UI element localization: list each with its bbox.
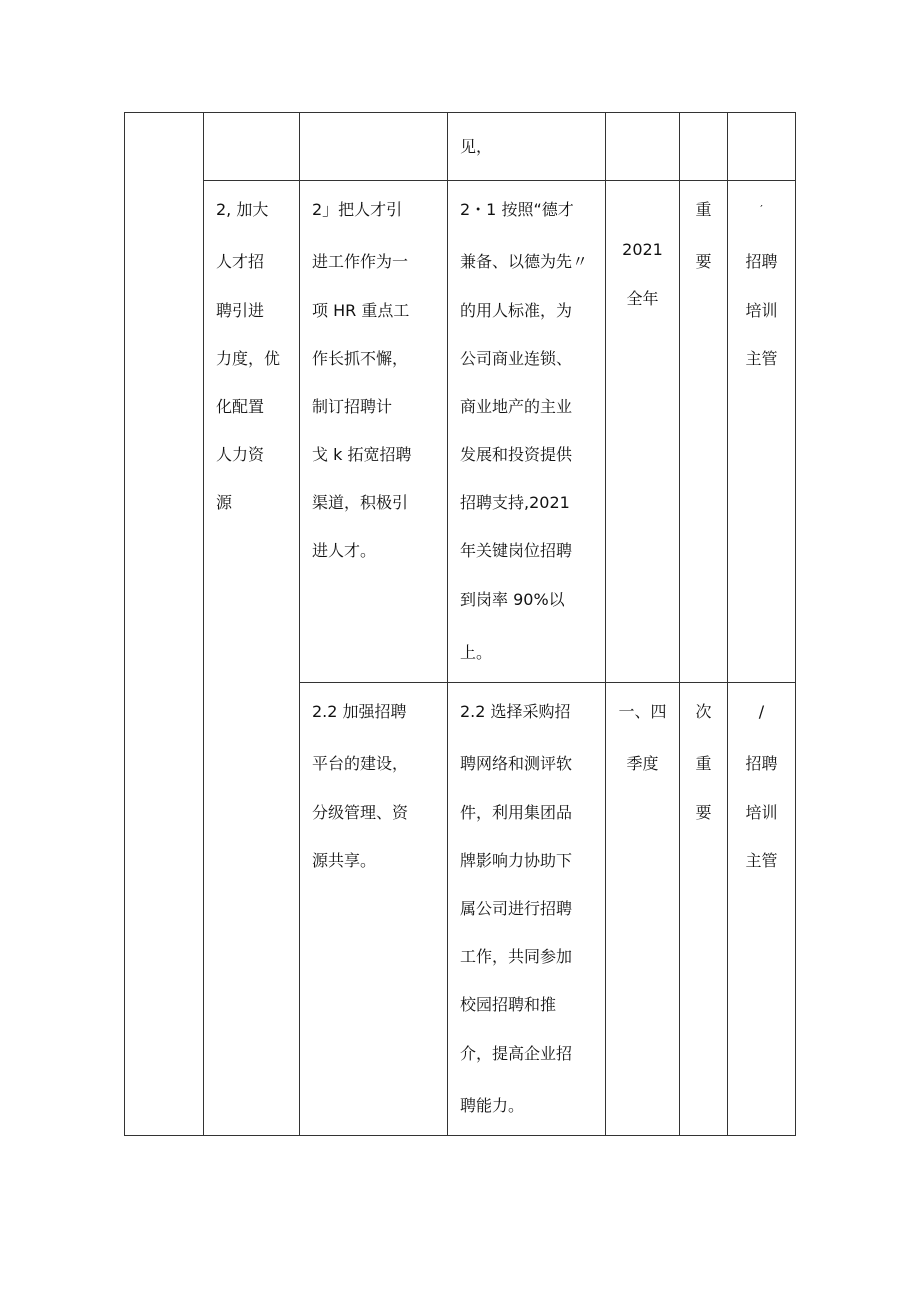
column-line <box>447 112 448 1136</box>
cell-line: 聘引进 <box>216 301 265 320</box>
cell-line: 源 <box>216 493 233 512</box>
cell-line: 要 <box>695 252 712 271</box>
cell-line: 戈 k 拓宽招聘 <box>312 445 412 464</box>
cell-line: 重 <box>695 754 712 773</box>
cell-line: 上。 <box>460 643 493 662</box>
cell-line: 制订招聘计 <box>312 397 393 416</box>
cell-line: 兼备、以德为先〃 <box>460 252 589 271</box>
cell-line: 2.2 选择采购招 <box>460 702 571 721</box>
cell-line: 到岗率 90%以 <box>460 590 565 609</box>
cell-line: 介，提高企业招 <box>460 1044 573 1063</box>
cell-line: 作长抓不懈， <box>312 349 409 368</box>
cell-line: 招聘 <box>745 252 778 271</box>
table-bottom-border <box>124 1135 796 1136</box>
cell-line: 聘能力。 <box>460 1096 525 1115</box>
cell-line: 件，利用集团品 <box>460 803 573 822</box>
owner-mark: / <box>758 702 765 721</box>
owner-mark: ′ <box>760 203 763 216</box>
cell-line: 力度，优 <box>216 349 281 368</box>
cell-line: 2」把人才引 <box>312 200 403 219</box>
cell-line: 主管 <box>745 349 778 368</box>
cell-line: 年关键岗位招聘 <box>460 541 573 560</box>
cell-line: 进人才。 <box>312 541 377 560</box>
cell-line: 次 <box>695 702 712 721</box>
cell-line: 工作，共同参加 <box>460 947 573 966</box>
cell-line: 属公司进行招聘 <box>460 899 573 918</box>
cell-line: 人力资 <box>216 445 265 464</box>
table-top-border <box>124 112 796 113</box>
cell-line: 培训 <box>745 301 778 320</box>
cell-line: 招聘支持,2021 <box>460 493 570 512</box>
cell-line: 公司商业连锁、 <box>460 349 573 368</box>
cell-line: 招聘 <box>745 754 778 773</box>
cell-line: 聘网络和测评软 <box>460 754 573 773</box>
cell-line: 进工作作为一 <box>312 252 409 271</box>
cell-line: 季度 <box>626 754 659 773</box>
column-line <box>124 112 125 1136</box>
cell-line: 项 HR 重点工 <box>312 301 410 320</box>
cell-line: 2・1 按照“德才 <box>460 200 574 219</box>
cell-line: 全年 <box>626 289 659 308</box>
cell-line: 商业地产的主业 <box>460 397 573 416</box>
row-divider <box>203 180 796 181</box>
cell-line: 2021 <box>622 240 663 259</box>
cell-line: 2.2 加强招聘 <box>312 702 407 721</box>
cell-line: 平台的建设， <box>312 754 409 773</box>
column-line <box>203 112 204 1136</box>
cell-line: 源共享。 <box>312 851 377 870</box>
cell-line: 2, 加大 <box>216 200 269 219</box>
cell-line: 化配置 <box>216 397 265 416</box>
cell-line: 校园招聘和推 <box>460 995 557 1014</box>
cell-line: 分级管理、资 <box>312 803 409 822</box>
cell-line: 发展和投资提供 <box>460 445 573 464</box>
cell-line: 人才招 <box>216 252 265 271</box>
cell-line: 要 <box>695 803 712 822</box>
column-line <box>795 112 796 1136</box>
cell-line: 培训 <box>745 803 778 822</box>
cell-line: 主管 <box>745 851 778 870</box>
row-divider <box>299 682 796 683</box>
cell-line: 一、四 <box>618 702 667 721</box>
cell-line: 重 <box>695 200 712 219</box>
column-line <box>299 112 300 1136</box>
cell-line: 渠道，积极引 <box>312 493 409 512</box>
cell-line: 牌影响力协助下 <box>460 851 573 870</box>
cell-text: 见， <box>460 137 493 156</box>
cell-line: 的用人标准，为 <box>460 301 573 320</box>
